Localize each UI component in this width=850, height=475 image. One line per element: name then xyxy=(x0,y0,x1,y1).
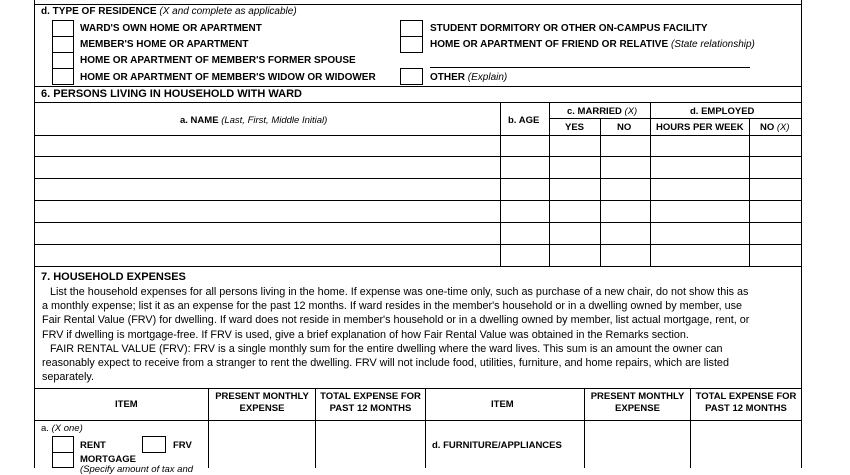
exp-total-header-left-2: PAST 12 MONTHS xyxy=(329,403,412,414)
exp-item-header-right: ITEM xyxy=(491,399,514,410)
checkbox-wards-own-home[interactable] xyxy=(52,20,74,37)
form-right-border xyxy=(801,0,802,468)
col-married-no-header: NO xyxy=(617,122,632,133)
col-married-hint: (X) xyxy=(624,106,638,117)
person-row-4-name[interactable] xyxy=(35,201,500,222)
subheader-rule xyxy=(549,118,802,119)
exp-present-header-right-1: PRESENT MONTHLY xyxy=(590,391,685,402)
col-employed-no-header xyxy=(760,123,790,133)
col-employed-no-label: NO xyxy=(760,122,775,133)
col-line-married xyxy=(549,102,550,267)
instructions-line-4: FRV if dwelling is mortgage-free. If FRV is used, give a brief explanation of how Fair Rental Value was obtained in the Remarks section. xyxy=(42,328,689,341)
option-former-spouse-home: HOME OR APARTMENT OF MEMBER'S FORMER SPOUSE xyxy=(80,55,356,66)
section-6-title: 6. PERSONS LIVING IN HOUSEHOLD WITH WARD xyxy=(41,88,302,100)
col-line-employed xyxy=(650,102,651,267)
instructions-line-7: separately. xyxy=(42,371,95,384)
option-friend-relative-label: HOME OR APARTMENT OF FRIEND OR RELATIVE xyxy=(430,39,669,50)
residence-type-hint: (X and complete as applicable) xyxy=(159,6,297,17)
relationship-underline xyxy=(430,67,750,68)
option-friend-relative-hint: (State relationship) xyxy=(670,39,755,50)
checkbox-mortgage[interactable] xyxy=(52,452,74,468)
checkbox-frv[interactable] xyxy=(142,436,166,453)
option-student-dormitory-label: STUDENT DORMITORY OR OTHER ON-CAMPUS FACILITY xyxy=(430,23,708,34)
expense-table-top xyxy=(34,388,802,389)
row-a-hint: (X one) xyxy=(51,423,83,434)
person-row-2-name[interactable] xyxy=(35,157,500,178)
section-6-top-rule xyxy=(34,86,802,87)
section-7-title: 7. HOUSEHOLD EXPENSES xyxy=(41,271,186,283)
checkbox-other[interactable] xyxy=(400,68,423,85)
col-married-header xyxy=(567,107,637,117)
person-row-1-name[interactable] xyxy=(35,136,500,156)
col-name-label: a. NAME xyxy=(180,115,219,126)
col-name-header xyxy=(180,116,327,126)
row-a-label: a. xyxy=(41,423,49,434)
col-hours-header: HOURS PER WEEK xyxy=(656,122,744,133)
checkbox-former-spouse-home[interactable] xyxy=(52,52,74,69)
rent-total-12-months-input[interactable] xyxy=(316,421,425,468)
instructions-paragraph xyxy=(42,285,802,384)
person-row-6-name[interactable] xyxy=(35,245,500,266)
checkbox-student-dormitory[interactable] xyxy=(400,20,423,37)
residence-type-heading xyxy=(41,7,297,17)
option-other-hint: (Explain) xyxy=(467,72,508,83)
instructions-line-1: List the household expenses for all persons living in the home. If expense was one-time only, such as purchase of a new chair, do not show this as xyxy=(50,286,749,298)
checkbox-friend-relative-home[interactable] xyxy=(400,36,423,53)
exp-total-header-left-1: TOTAL EXPENSE FOR xyxy=(320,391,421,402)
col-married-yes-header: YES xyxy=(565,122,585,133)
exp-item-header-left: ITEM xyxy=(115,399,138,410)
top-rule xyxy=(34,4,802,5)
person-row-5-name[interactable] xyxy=(35,223,500,244)
option-widow-home: HOME OR APARTMENT OF MEMBER'S WIDOW OR WIDOWER xyxy=(80,72,376,83)
option-members-home: MEMBER'S HOME OR APARTMENT xyxy=(80,39,249,50)
instructions-line-2: a monthly expense; list it as an expense for the past 12 months. If ward resides in the member's household or in a dwelling owned by member, use xyxy=(42,300,743,313)
exp-col-line-3 xyxy=(425,388,426,468)
section-6-header-top xyxy=(34,102,802,103)
exp-total-header-right-2: PAST 12 MONTHS xyxy=(705,403,787,414)
rent-present-monthly-input[interactable] xyxy=(209,421,315,468)
option-wards-own-home: WARD'S OWN HOME OR APARTMENT xyxy=(80,23,262,34)
exp-present-header-left-1: PRESENT MONTHLY xyxy=(215,391,309,402)
section-7-top-rule xyxy=(34,266,802,267)
exp-present-header-left-2: EXPENSE xyxy=(239,403,285,414)
option-friend-relative-home xyxy=(430,40,755,50)
col-married-label: c. MARRIED xyxy=(567,106,622,117)
instructions-line-6: reasonably expect to receive from a stranger to rent the dwelling. FRV will not include food, utilities, furniture, and home repairs, which are listed xyxy=(42,357,729,370)
col-name-hint: (Last, First, Middle Initial) xyxy=(221,115,328,126)
furniture-total-12-months-input[interactable] xyxy=(691,421,801,468)
col-age-header: b. AGE xyxy=(508,115,540,126)
mortgage-label: MORTGAGE xyxy=(80,454,136,465)
person-row-3-name[interactable] xyxy=(35,179,500,200)
exp-present-header-right-2: EXPENSE xyxy=(615,403,660,414)
col-employed-header: d. EMPLOYED xyxy=(690,106,755,117)
col-employed-no-hint: (X) xyxy=(776,122,790,133)
checkbox-rent[interactable] xyxy=(52,436,74,453)
option-other xyxy=(430,73,507,83)
frv-label: FRV xyxy=(173,440,192,451)
instructions-line-5: FAIR RENTAL VALUE (FRV): FRV is a single monthly sum for the entire dwelling where the ward lives. This sum is an amount the owner can xyxy=(50,342,723,355)
option-other-label: OTHER xyxy=(430,72,465,83)
col-line-age xyxy=(500,102,501,267)
furniture-present-monthly-input[interactable] xyxy=(585,421,690,468)
residence-type-label: d. TYPE OF RESIDENCE xyxy=(41,6,157,17)
relationship-input[interactable] xyxy=(430,53,750,67)
row-a-heading xyxy=(41,424,83,434)
mortgage-hint: (Specify amount of tax and xyxy=(80,464,194,475)
checkbox-widow-home[interactable] xyxy=(52,68,74,85)
rent-label: RENT xyxy=(80,440,106,451)
exp-total-header-right-1: TOTAL EXPENSE FOR xyxy=(695,391,797,402)
checkbox-members-home[interactable] xyxy=(52,36,74,53)
instructions-line-3: Fair Rental Value (FRV) for dwelling. If ward does not reside in member's household or in a dwelling owned by member, list actual mortgage, rent, or xyxy=(42,314,750,327)
furniture-appliances-label: d. FURNITURE/APPLIANCES xyxy=(432,440,562,451)
option-student-dormitory xyxy=(430,24,708,34)
